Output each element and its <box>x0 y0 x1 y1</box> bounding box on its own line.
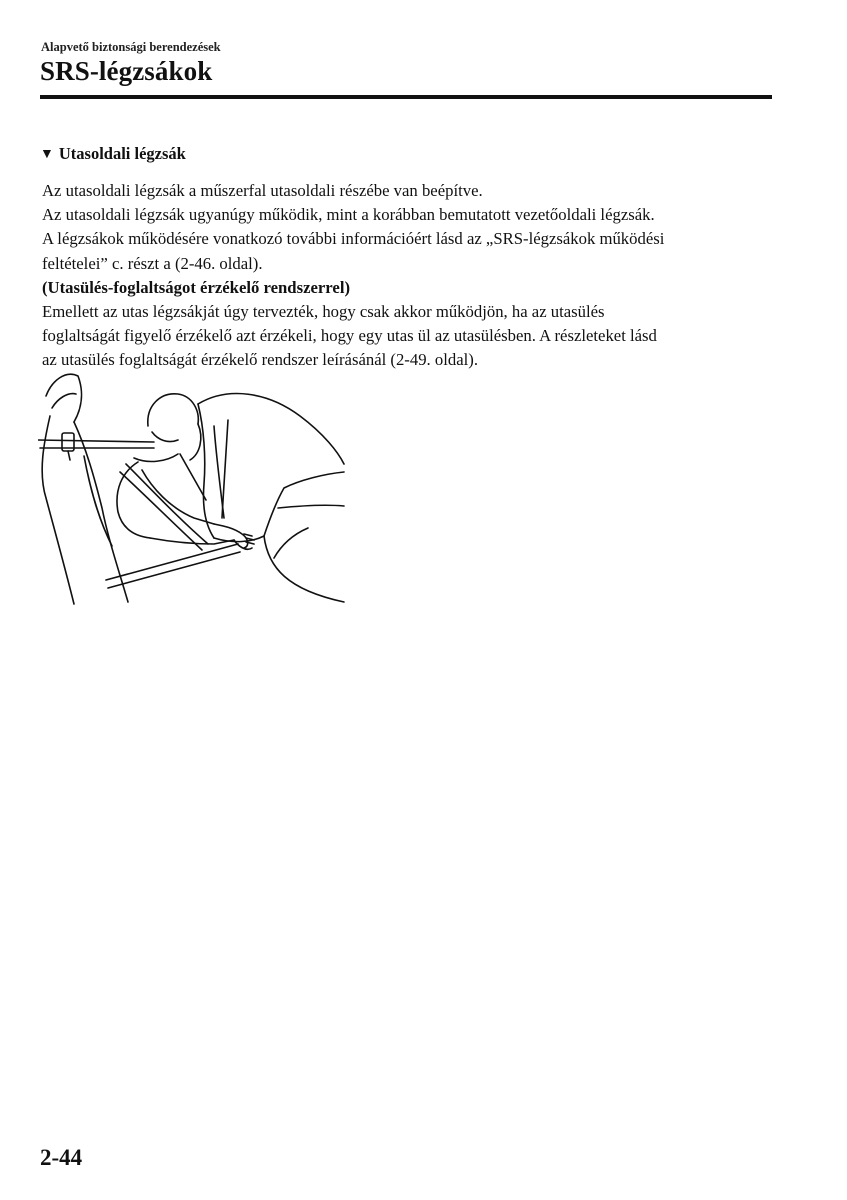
paragraph-line: feltételei” c. részt a (2-46. oldal). <box>42 253 263 273</box>
paragraph-line: foglaltságát figyelő érzékelő azt érzékeli, hogy egy utas ül az utasülésben. A részleteket lásd <box>42 326 657 346</box>
dashboard-drawing <box>264 472 344 602</box>
paragraph-line: az utasülés foglaltságát érzékelő rendszer leírásánál (2-49. oldal). <box>42 350 478 370</box>
triangle-down-icon: ▼ <box>40 147 54 162</box>
title-divider <box>40 95 772 99</box>
body-text <box>42 179 762 373</box>
paragraph-line: Az utasoldali légzsák a műszerfal utasoldali részébe van beépítve. <box>42 181 483 200</box>
seatbelt-drawing <box>38 433 240 588</box>
subheading-text: Utasoldali légzsák <box>58 144 186 163</box>
section-header: Alapvető biztonsági berendezések <box>41 40 221 54</box>
passenger-airbag-illustration <box>38 368 348 608</box>
paragraph-line: A légzsákok működésére vonatkozó további információért lásd az „SRS-légzsákok működési <box>42 229 665 249</box>
paragraph-line: Az utasoldali légzsák ugyanúgy működik, mint a korábban bemutatott vezetőoldali légzsák. <box>42 205 655 225</box>
airbag-drawing <box>198 394 344 542</box>
subheading <box>40 144 186 164</box>
paragraph-line: Emellett az utas légzsákját úgy tervezték, hogy csak akkor működjön, ha az utasülés <box>42 302 605 322</box>
condition-heading: (Utasülés-foglaltságot érzékelő rendszerrel) <box>42 277 351 297</box>
passenger-drawing <box>117 394 254 549</box>
page-title: SRS-légzsákok <box>40 56 213 86</box>
page-number: 2-44 <box>40 1145 83 1170</box>
seat-drawing <box>42 374 128 604</box>
